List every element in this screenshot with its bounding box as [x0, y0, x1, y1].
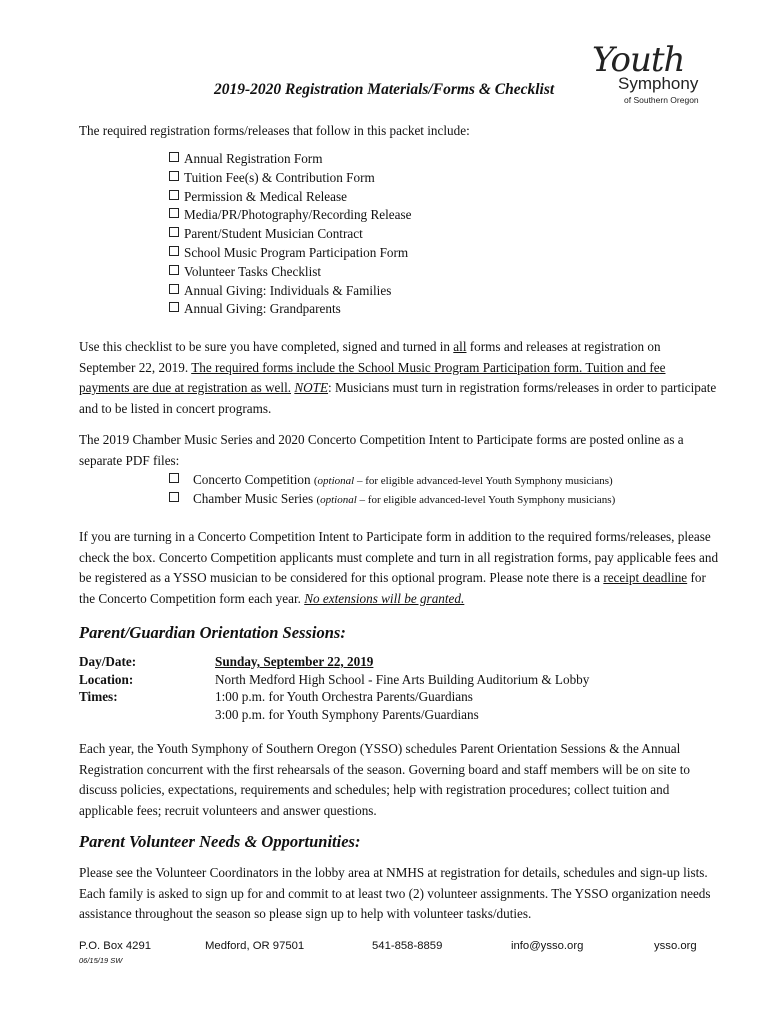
- location-value: North Medford High School - Fine Arts Building Auditorium & Lobby: [215, 671, 590, 687]
- optional-forms-text: The 2019 Chamber Music Series and 2020 Concerto Competition Intent to Participate forms are posted online as a separate PDF files:: [79, 432, 684, 468]
- location-label: Location:: [79, 671, 134, 687]
- orientation-description: Each year, the Youth Symphony of Southern Oregon (YSSO) schedules Parent Orientation Sessions & the Annual Registration concurrent with the first rehearsals of the season. Governing board and staff members will be on site to discuss policies, expectations, requirements and schedules; help with registration procedures; collect tuition and applicable fees; recruit volunteers and answer questions.: [79, 741, 690, 818]
- checkbox-icon[interactable]: [169, 492, 179, 502]
- checkbox-icon[interactable]: [169, 190, 179, 200]
- day-value: Sunday, September 22, 2019: [215, 654, 374, 669]
- checkbox-icon[interactable]: [169, 171, 179, 181]
- checklist-item[interactable]: School Music Program Participation Form: [169, 244, 411, 263]
- footer-phone: 541-858-8859: [372, 940, 443, 952]
- concerto-instructions: If you are turning in a Concerto Competition Intent to Participate form in addition to the required forms/releases, please check the box. Concerto Competition applicants must complete and turn in all registration forms, pay applicable fees and be registered as a YSSO musician to be considered for this optional program. Please note there is a receipt deadline for the Concerto Competition form each year. No extensions will be granted.: [79, 529, 719, 606]
- logo-name-text: Symphony: [618, 74, 699, 93]
- checkbox-icon[interactable]: [169, 302, 179, 312]
- intro-text: The required registration forms/releases that follow in this packet include:: [79, 123, 470, 138]
- volunteer-text: Please see the Volunteer Coordinators in the lobby area at NMHS at registration for details, schedules and sign-up lists. Each family is asked to sign up for and commit to at least two (2) volunteer assignments. The YSSO organization needs assistance throughout the season so please sign up to help with volunteer tasks/duties.: [79, 865, 711, 921]
- checklist-item[interactable]: Tuition Fee(s) & Contribution Form: [169, 169, 411, 188]
- optional-form-chamber[interactable]: Chamber Music Series (optional – for eligible advanced-level Youth Symphony musicians): [169, 489, 615, 510]
- checkbox-icon[interactable]: [169, 265, 179, 275]
- optional-form-concerto[interactable]: Concerto Competition (optional – for eligible advanced-level Youth Symphony musicians): [169, 470, 613, 491]
- orientation-heading: Parent/Guardian Orientation Sessions:: [79, 623, 346, 642]
- checklist-item[interactable]: Annual Registration Form: [169, 150, 411, 169]
- volunteer-heading: Parent Volunteer Needs & Opportunities:: [79, 832, 361, 851]
- footer-website[interactable]: ysso.org: [654, 940, 697, 952]
- checkbox-icon[interactable]: [169, 284, 179, 294]
- time-2: 3:00 p.m. for Youth Symphony Parents/Guardians: [215, 706, 479, 722]
- checklist-item[interactable]: Parent/Student Musician Contract: [169, 225, 411, 244]
- logo-script-text: Youth: [592, 40, 685, 80]
- footer-po-box: P.O. Box 4291: [79, 940, 152, 952]
- time-1: 1:00 p.m. for Youth Orchestra Parents/Guardians: [215, 689, 473, 704]
- checklist-instructions: Use this checklist to be sure you have completed, signed and turned in all forms and releases at registration on September 22, 2019. The required forms include the School Music Program Participation form. Tuition and fee payments are due at registration as well. NOTE: Musicians must turn in registration forms/releases in order to participate and to be listed in concert programs.: [79, 339, 717, 416]
- checkbox-icon[interactable]: [169, 473, 179, 483]
- checkbox-icon[interactable]: [169, 227, 179, 237]
- checkbox-icon[interactable]: [169, 152, 179, 162]
- checklist-item[interactable]: Annual Giving: Grandparents: [169, 300, 411, 319]
- footer-city: Medford, OR 97501: [205, 940, 305, 952]
- checklist-item[interactable]: Annual Giving: Individuals & Families: [169, 282, 411, 301]
- checklist-item[interactable]: Volunteer Tasks Checklist: [169, 263, 411, 282]
- footer-revision-date: 06/15/19 SW: [79, 956, 123, 965]
- checkbox-icon[interactable]: [169, 246, 179, 256]
- checklist-item[interactable]: Media/PR/Photography/Recording Release: [169, 206, 411, 225]
- day-label: Day/Date:: [79, 654, 137, 669]
- times-label: Times:: [79, 689, 118, 704]
- required-forms-checklist: [169, 150, 411, 319]
- checklist-item[interactable]: Permission & Medical Release: [169, 188, 411, 207]
- footer-email[interactable]: info@ysso.org: [511, 940, 584, 952]
- logo-subtitle-text: of Southern Oregon: [624, 95, 699, 105]
- ysso-logo: [588, 40, 718, 108]
- checkbox-icon[interactable]: [169, 208, 179, 218]
- page-title: 2019-2020 Registration Materials/Forms & Checklist: [214, 81, 555, 98]
